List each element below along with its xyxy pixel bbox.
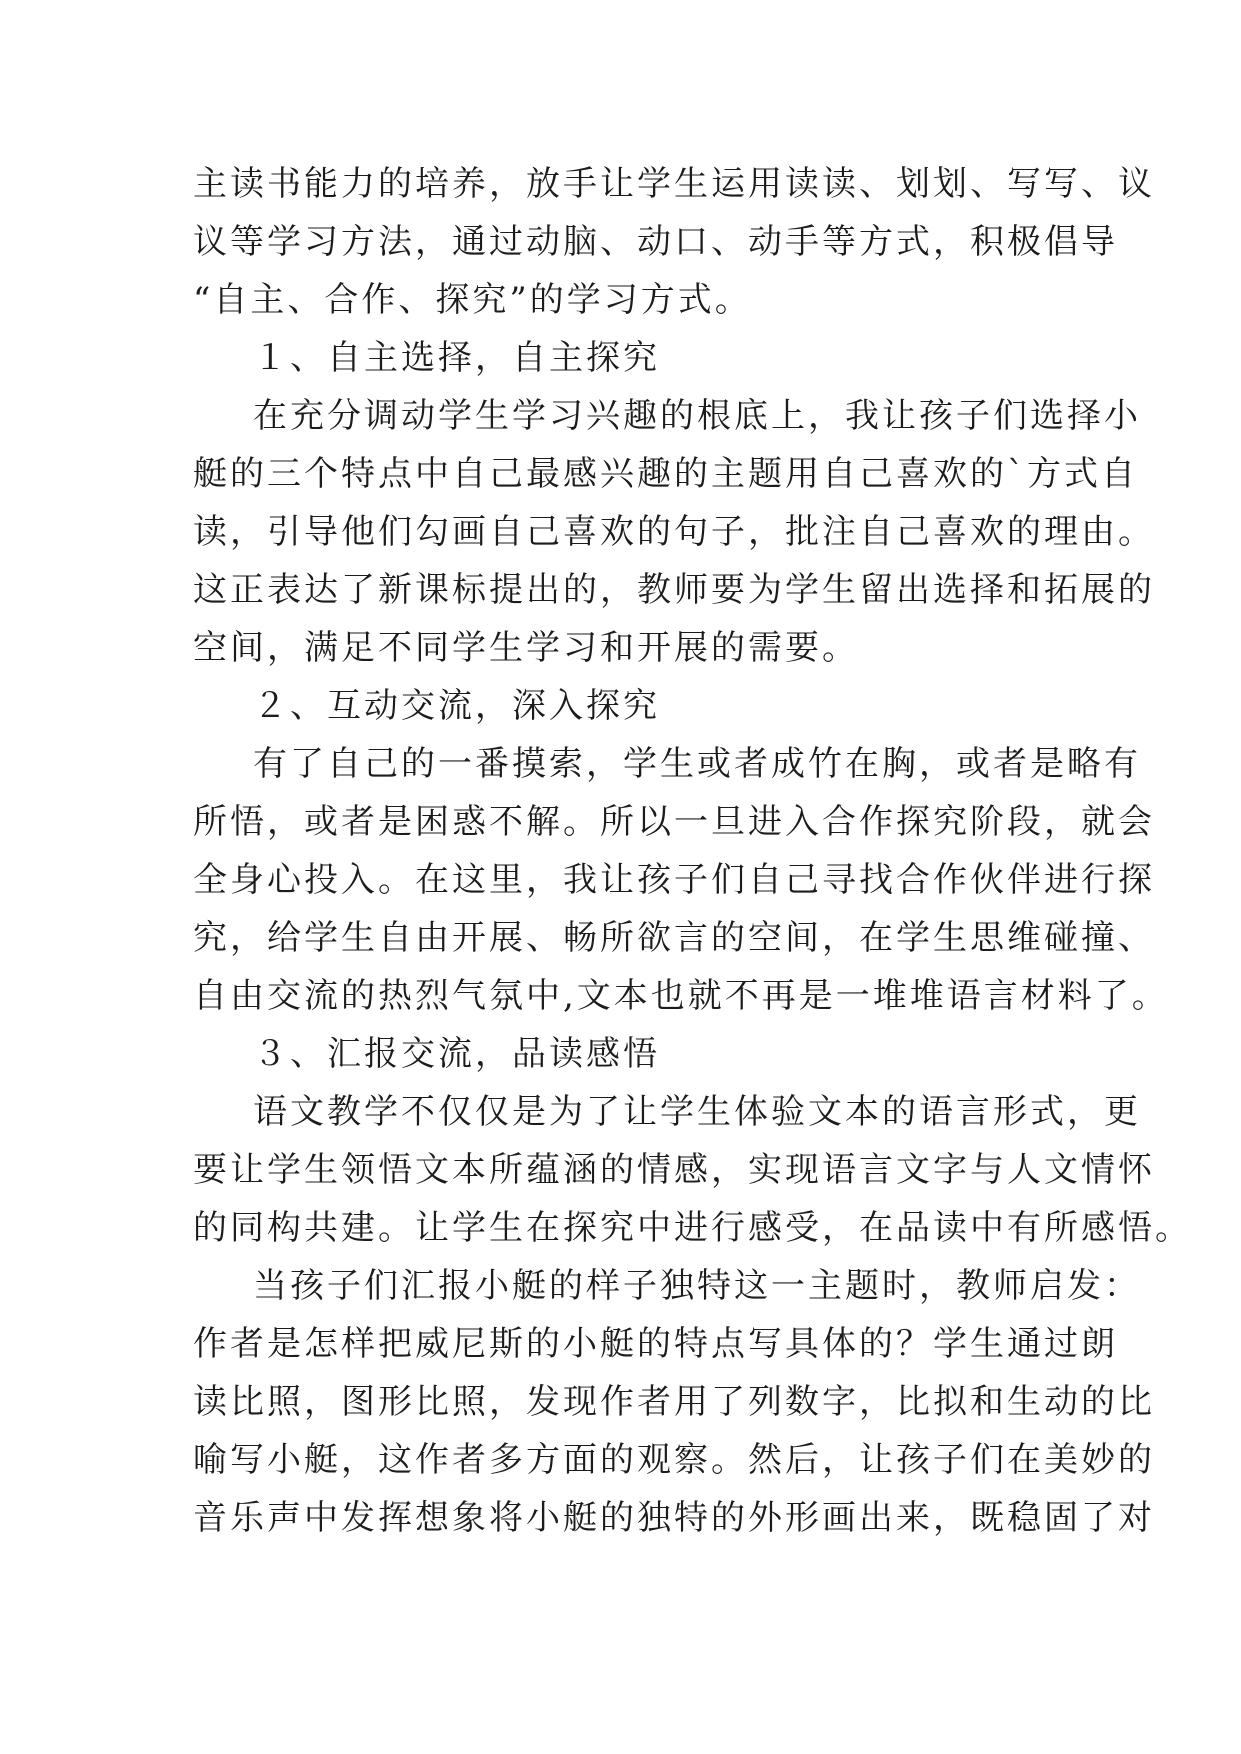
text-line: “自主、合作、探究”的学习方式。 — [193, 280, 752, 320]
text-line: 所悟，或者是困惑不解。所以一旦进入合作探究阶段，就会 — [193, 802, 1155, 842]
paragraph-first-line: 有了自己的一番摸索，学生或者成竹在胸，或者是略有 — [253, 744, 1141, 784]
paragraph-first-line: 在充分调动学生学习兴趣的根底上，我让孩子们选择小 — [253, 396, 1141, 436]
text-line: 的同构共建。让学生在探究中进行感受，在品读中有所感悟。 — [193, 1208, 1192, 1248]
text-line: 主读书能力的培养，放手让学生运用读读、划划、写写、议 — [193, 164, 1155, 204]
text-line: 这正表达了新课标提出的，教师要为学生留出选择和拓展的 — [193, 570, 1155, 610]
text-line: 读比照，图形比照，发现作者用了列数字，比拟和生动的比 — [193, 1382, 1155, 1422]
text-line: 读，引导他们勾画自己喜欢的句子，批注自己喜欢的理由。 — [193, 512, 1155, 552]
text-line: 空间，满足不同学生学习和开展的需要。 — [193, 628, 859, 668]
text-line: 喻写小艇，这作者多方面的观察。然后，让孩子们在美妙的 — [193, 1440, 1155, 1480]
text-line: 艇的三个特点中自己最感兴趣的主题用自己喜欢的`方式自 — [193, 454, 1138, 494]
section-heading: ２、互动交流，深入探究 — [253, 686, 660, 726]
text-line: 要让学生领悟文本所蕴涵的情感，实现语言文字与人文情怀 — [193, 1150, 1155, 1190]
paragraph-first-line: 当孩子们汇报小艇的样子独特这一主题时，教师启发： — [253, 1266, 1141, 1306]
paragraph-first-line: 语文教学不仅仅是为了让学生体验文本的语言形式，更 — [253, 1092, 1141, 1132]
text-line: 音乐声中发挥想象将小艇的独特的外形画出来，既稳固了对 — [193, 1498, 1155, 1538]
text-line: 自由交流的热烈气氛中,文本也就不再是一堆堆语言材料了。 — [193, 976, 1169, 1016]
text-line: 全身心投入。在这里，我让孩子们自己寻找合作伙伴进行探 — [193, 860, 1155, 900]
text-line: 究，给学生自由开展、畅所欲言的空间，在学生思维碰撞、 — [193, 918, 1155, 958]
text-line: 作者是怎样把威尼斯的小艇的特点写具体的？学生通过朗 — [193, 1324, 1118, 1364]
section-heading: ３、汇报交流，品读感悟 — [253, 1034, 660, 1074]
section-heading: １、自主选择，自主探究 — [253, 338, 660, 378]
text-line: 议等学习方法，通过动脑、动口、动手等方式，积极倡导 — [193, 222, 1118, 262]
